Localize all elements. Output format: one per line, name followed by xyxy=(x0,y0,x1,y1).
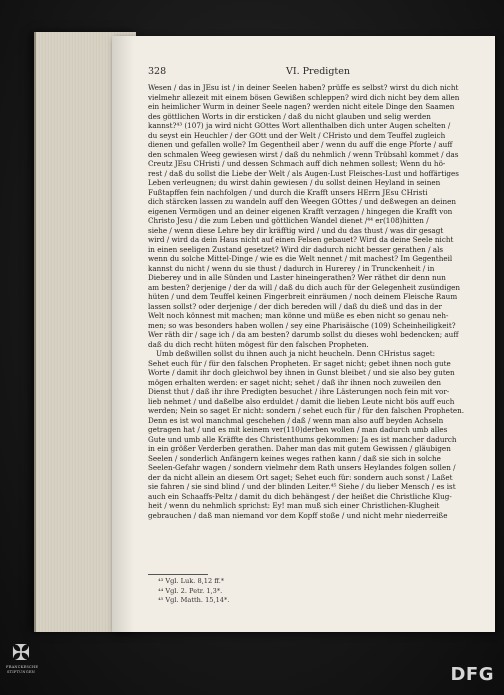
footnote: ⁴⁴ Vgl. 2. Petr. 1,3*. xyxy=(158,586,223,595)
dfg-logo: DFG xyxy=(450,664,494,685)
text-line: lassen sollst? oder derjenige / der dich bereden will / daß du dieß und das in der xyxy=(148,301,442,311)
text-line: siehe / wenn diese Lehre bey dir kräfftig wird / und du das thust / was dir gesagt xyxy=(148,225,444,235)
text-line: Worte / damit ihr doch gleichwol bey ihnen in Gunst bleibet / und sie also bey guten xyxy=(148,368,455,377)
franckesche-stiftungen-logo xyxy=(6,641,39,689)
text-line: Gute und umb alle Kräffte des Christenthums gekommen: Ja es ist mancher dadurch xyxy=(148,434,457,444)
page-number: 328 xyxy=(148,66,167,77)
text-line: Seelen / sonderlich Anfängern keines weges rathen kann / daß sie sich in solche xyxy=(148,453,441,463)
text-line: eigenen Vermögen und an deiner eigenen Krafft verzagen / hingegen die Krafft von xyxy=(148,206,453,216)
text-line: Dienst thut / daß ihr ihre Predigten besuchet / ihre Lästerungen noch fein mit vor- xyxy=(148,387,450,396)
text-line: am besten? derjenige / der da will / daß du dich auch für der Gelegenheit zusündigen xyxy=(148,282,461,292)
text-line: in einen seeligen Zustand gesetzet? Wird dir dadurch nicht besser gerathen / als xyxy=(148,244,444,254)
text-line: Sehet euch für / für den falschen Propheten. Er saget nicht; gebet ihnen noch gute xyxy=(148,358,451,368)
text-line: kannst?⁴³ (107) ja wird nicht GOttes Wort allenthalben dich unter Augen schelten / xyxy=(148,121,451,130)
text-line: daß du dich recht hüten mögest für den falschen Propheten. xyxy=(148,339,369,349)
text-line: heit / wenn du nehmlich sprichst: Ey! man muß sich einer Christlichen-Klugheit xyxy=(148,501,440,510)
text-line: vielmehr allezeit mit einem bösen Gewißen schleppen? wird dich nicht bey dem allen xyxy=(148,92,460,102)
text-line: Umb deßwillen sollst du ihnen auch ja nicht heucheln. Denn CHristus saget: xyxy=(156,349,436,358)
text-line: dienen und gefallen wolle? Im Gegentheil aber / wenn du auff die enge Pforte / auff xyxy=(148,140,453,149)
footnotes xyxy=(148,577,448,606)
body-text xyxy=(148,83,466,520)
text-line: der da nicht allein an diesem Ort saget; Sehet euch für: sondern auch sonst / Laßet xyxy=(148,472,453,482)
text-line: den schmalen Weeg gewiesen wirst / daß du nehmlich / wenn Trübsahl kommet / das xyxy=(148,149,459,159)
text-line: Creutz JEsu CHristi / und dessen Schmach auff dich nehmen sollest; Wenn du hö- xyxy=(148,159,446,168)
text-line: Fußtapffen fein nachfolgen / und durch die Krafft unsers HErrn JEsu CHristi xyxy=(148,187,428,197)
text-line: Welt noch könnest mit machen; man könne und müße es eben nicht so genau neh- xyxy=(148,311,449,320)
text-line: gebrauchen / daß man niemand vor dem Kopff stoße / und nicht mehr niederreiße xyxy=(148,510,448,520)
text-line: Leben verleugnen; du wirst dahin gewiesen / du sollst deinen Heyland in seinen xyxy=(148,178,441,187)
text-line: du seyst ein Heuchler / der GOtt und der Welt / CHristo und dem Teuffel zugleich xyxy=(148,130,446,140)
text-line: werden; Nein so saget Er nicht: sondern / sehet euch für / für den falschen Propheten. xyxy=(148,406,464,415)
text-line: auch ein Schaaffs-Peltz / damit du dich behängest / der heißet die Christliche Klug- xyxy=(148,491,452,501)
text-line: Christo Jesu / die zum Leben und göttlichen Wandel dienet /⁴⁴ er(108)hitten / xyxy=(148,216,429,225)
text-line: Seelen-Gefahr wagen / sondern vielmehr dem Rath unsers Heylandes folgen sollen / xyxy=(148,463,456,472)
text-line: rest / daß du sollst die Liebe der Welt / als Augen-Lust Fleisches-Lust und hoffärtiges xyxy=(148,168,459,178)
text-line: des göttlichen Worts in dir ersticken / daß du nicht glauben und selig werden xyxy=(148,111,431,121)
text-line: in ein größer Verderben gerathen. Daher man das mit gutem Gewissen / gläubigen xyxy=(148,444,451,453)
text-line: Dieberey und in alle Sünden und Laster hineingerathen? Wer räthet dir denn nun xyxy=(148,273,446,282)
text-line: ein heimlicher Wurm in deiner Seele nagen? werden nicht eitele Dinge den Saamen xyxy=(148,102,455,111)
footnote: ⁴⁵ Vgl. Matth. 15,14*. xyxy=(158,596,230,604)
text-line: wird / wird da dein Haus nicht auf einen Felsen gebauet? Wird da deine Seele nicht xyxy=(148,235,454,244)
text-line: wenn du solche Mittel-Dinge / wie es die Welt nennet / mit machest? Im Gegentheil xyxy=(148,254,453,263)
footnote: ⁴³ Vgl. Luk. 8,12 ff.* xyxy=(158,577,225,585)
logo-text: FRANCKESCHE STIFTUNGEN xyxy=(6,665,39,674)
text-line: Denn es ist wol manchmal geschehen / daß / wenn man also auff beyden Achseln xyxy=(148,415,444,425)
text-line: sie fahren / sie sind blind / und der blinden Leiter.⁴⁵ Siehe / du lieber Mensch / es ist xyxy=(148,482,456,491)
text-line: dich stärcken lassen zu wandeln auff den Weegen GOttes / und deßwegen an deinen xyxy=(148,197,456,206)
text-line: men; so was besonders haben wollen / sey eine Pharisäische (109) Scheinheiligkeit? xyxy=(148,320,456,330)
text-line: getragen hat / und es mit keinem ver(110)derben wollen / man dadurch umb alles xyxy=(148,425,448,434)
text-line: kannst du nicht / wenn du sie thust / dadurch in Hurerey / in Trunckenheit / in xyxy=(148,263,435,273)
text-line: mögen erhalten werden: er saget nicht; sehet / daß ihr ihnen noch zuweilen den xyxy=(148,377,442,387)
chapter-title: VI. Predigten xyxy=(286,66,350,77)
book-page xyxy=(112,36,495,632)
footnote-divider xyxy=(148,574,208,575)
running-head xyxy=(148,66,468,80)
text-line: hüten / und dem Teuffel keinen Fingerbreit einräumen / noch deinem Fleische Raum xyxy=(148,292,458,301)
text-line: Wer räth dir / sage ich / da am besten? darumb sollst du dieses wohl bedencken; auff xyxy=(148,330,459,339)
text-line: Wesen / das in JEsu ist / in deiner Seelen haben? prüffe es selbst? wirst du dich nicht xyxy=(148,83,459,92)
eagle-emblem-icon: ✠ xyxy=(11,641,31,666)
text-line: lieb nehmet / und daßelbe also erduldet / damit die lieben Leute nicht bös auff euch xyxy=(148,396,455,406)
